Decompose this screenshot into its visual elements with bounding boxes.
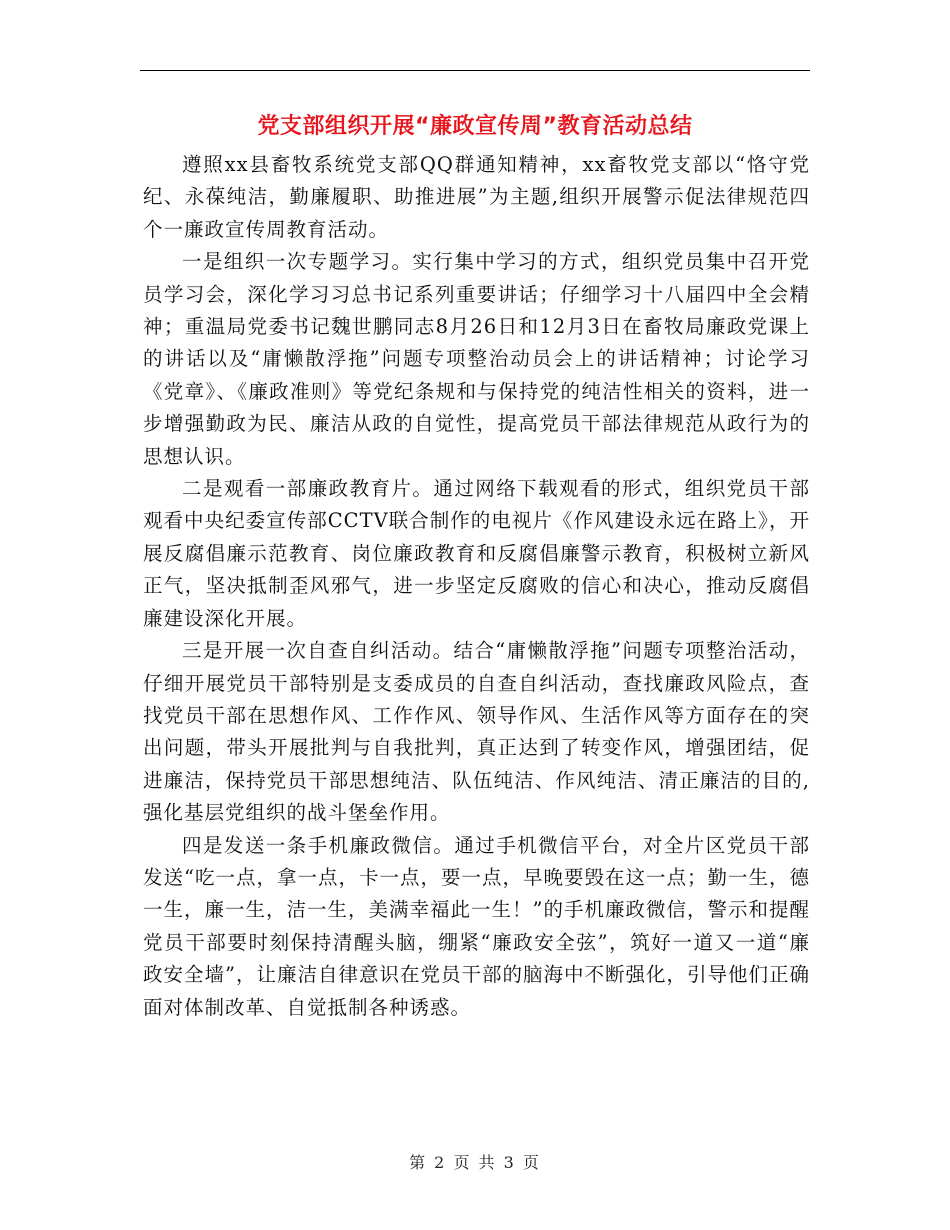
page-number-footer: 第 2 页 共 3 页: [409, 1153, 541, 1172]
paragraph-wechat: 四是发送一条手机廉政微信。通过手机微信平台，对全片区党员干部发送“吃一点，拿一点，卡一点，要一点，早晚要毁在这一点；勤一生，德一生，廉一生，洁一生，美满幸福此一生！”的手机廉政微信，警示和提醒党员干部要时刻保持清醒头脑，绷紧“廉政安全弦”，筑好一道又一道“廉政安全墙”，让廉洁自律意识在党员干部的脑海中不断强化，引导他们正确面对体制改革、自觉抵制各种诱惑。: [143, 833, 810, 1019]
paragraph-film: 二是观看一部廉政教育片。通过网络下载观看的形式，组织党员干部观看中央纪委宣传部CCTV联合制作的电视片《作风建设永远在路上》，开展反腐倡廉示范教育、岗位廉政教育和反腐倡廉警示教育，积极树立新风正气，坚决抵制歪风邪气，进一步坚定反腐败的信心和决心，推动反腐倡廉建设深化开展。: [143, 477, 810, 630]
paragraph-study: 一是组织一次专题学习。实行集中学习的方式，组织党员集中召开党员学习会，深化学习习总书记系列重要讲话；仔细学习十八届四中全会精神；重温局党委书记魏世鹏同志8月26日和12月3日在畜牧局廉政党课上的讲话以及“庸懒散浮拖”问题专项整治动员会上的讲话精神；讨论学习《党章》、《廉政准则》等党纪条规和与保持党的纯洁性相关的资料，进一步增强勤政为民、廉洁从政的自觉性，提高党员干部法律规范从政行为的思想认识。: [143, 250, 810, 468]
document-body: [143, 149, 810, 1024]
document-title: 党支部组织开展“廉政宣传周”教育活动总结: [257, 114, 693, 139]
paragraph-self-check: 三是开展一次自查自纠活动。结合“庸懒散浮拖”问题专项整治活动，仔细开展党员干部特别是支委成员的自查自纠活动，查找廉政风险点，查找党员干部在思想作风、工作作风、领导作风、生活作风等方面存在的突出问题，带头开展批判与自我批判，真正达到了转变作风，增强团结，促进廉洁，保持党员干部思想纯洁、队伍纯洁、作风纯洁、清正廉洁的目的,强化基层党组织的战斗堡垒作用。: [143, 639, 810, 825]
header-rule: [140, 70, 810, 71]
paragraph-intro: 遵照xx县畜牧系统党支部QQ群通知精神，xx畜牧党支部以“恪守党纪、永葆纯洁，勤廉履职、助推进展”为主题,组织开展警示促法律规范四个一廉政宣传周教育活动。: [143, 153, 810, 241]
